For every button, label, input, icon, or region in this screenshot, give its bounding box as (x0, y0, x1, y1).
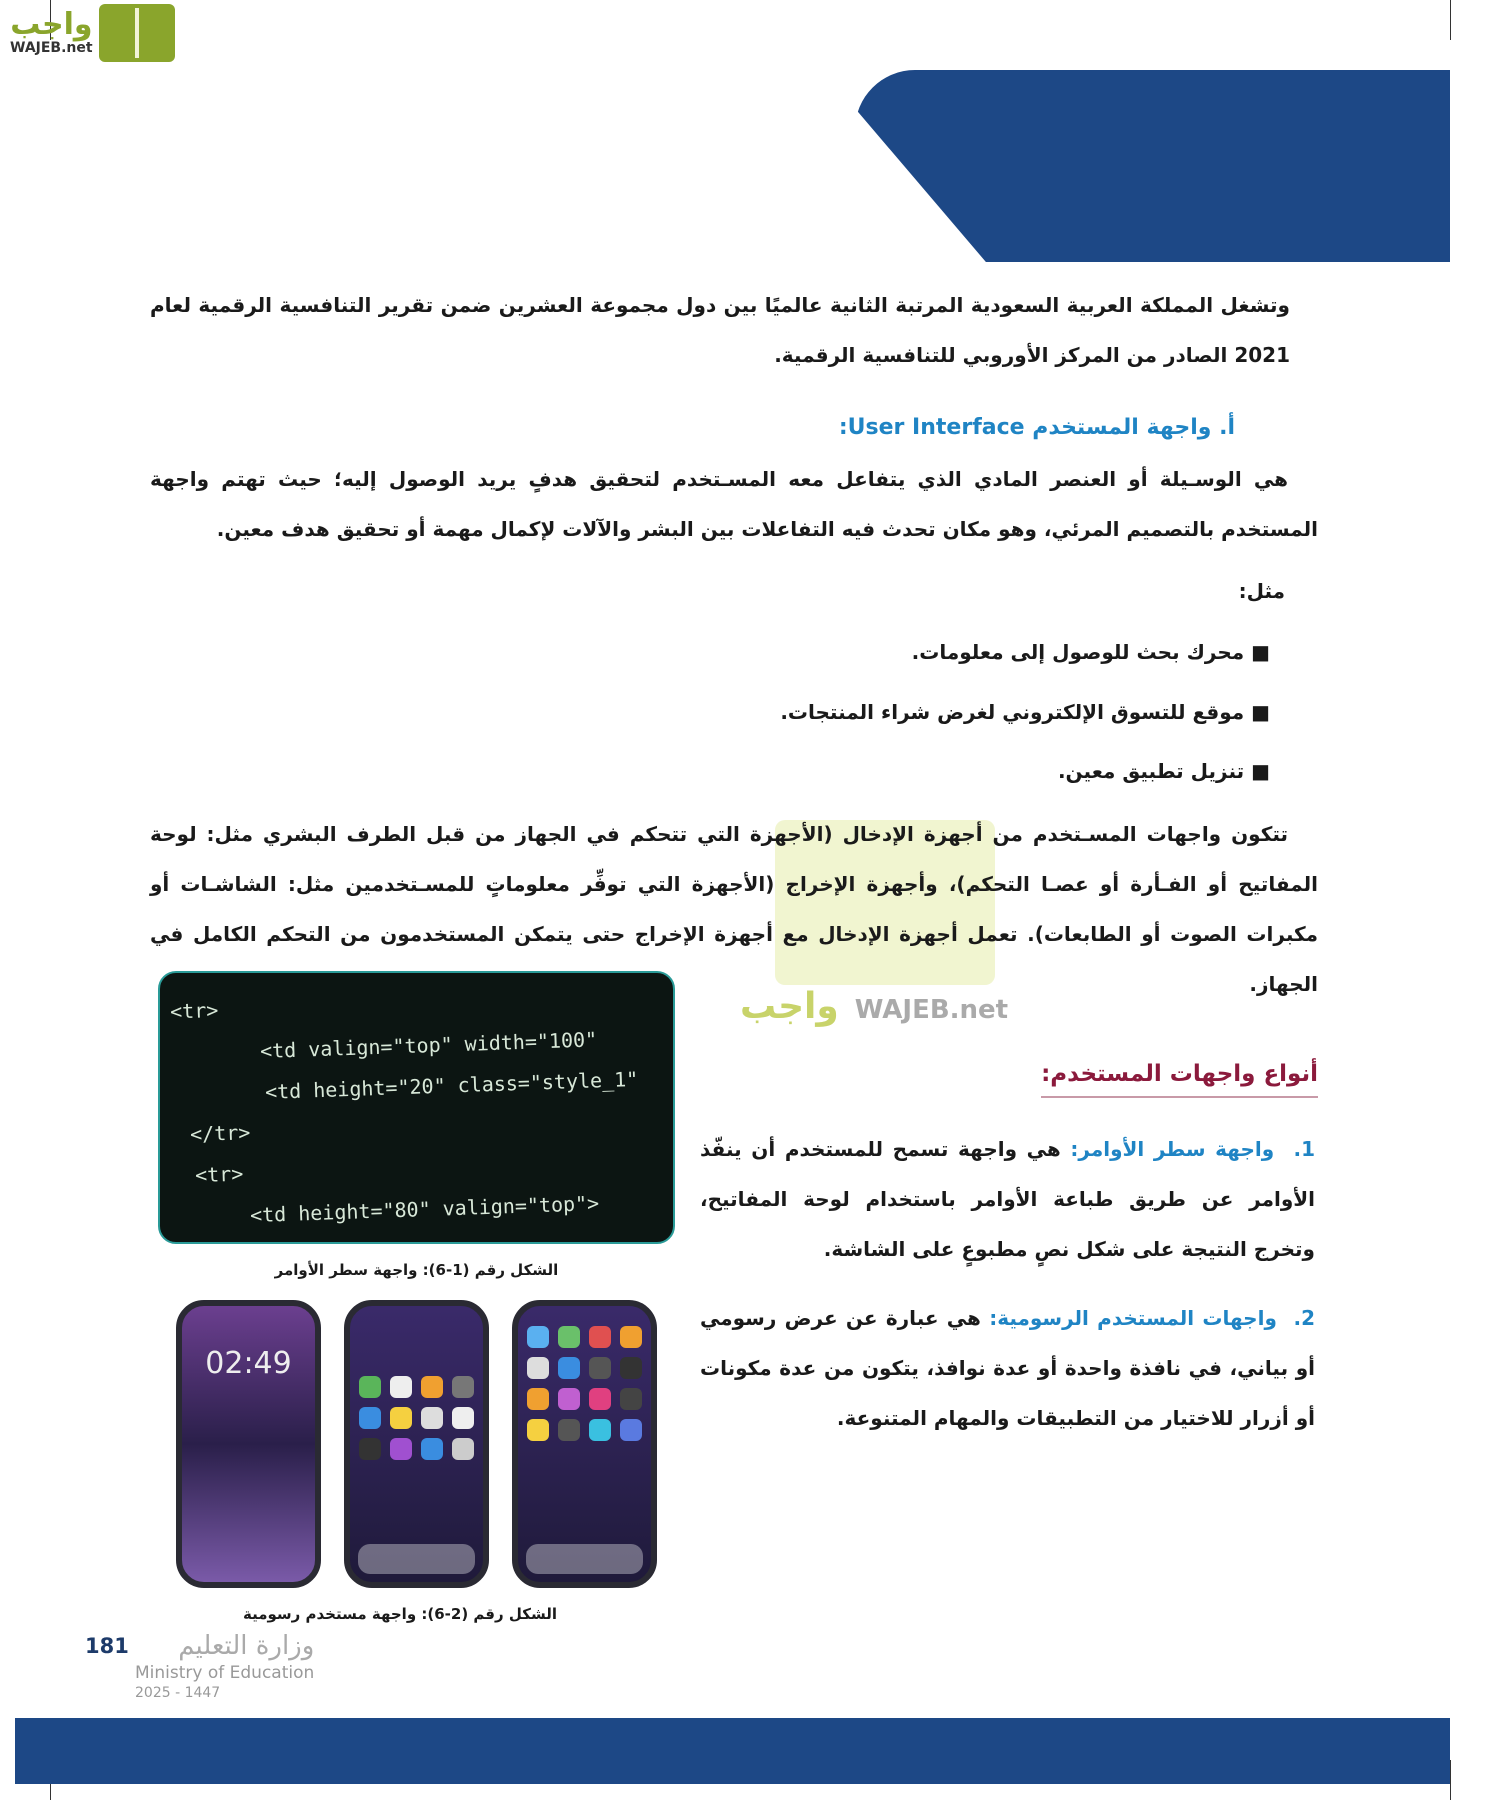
types-heading: أنواع واجهات المستخدم: (1041, 1052, 1318, 1098)
section-a-heading: أ. واجهة المستخدم User Interface: (838, 415, 1235, 440)
footer-bar (15, 1718, 1450, 1784)
logo-arabic: واجب (10, 7, 93, 42)
wajeb-logo[interactable] (10, 4, 175, 62)
phone-home-screen (344, 1300, 489, 1588)
ministry-english: Ministry of Education (135, 1663, 315, 1683)
type-item-2: 2. واجهات المستخدم الرسومية: هي عبارة عن عرض رسومي أو بياني، في نافذة واحدة أو عدة نوافذ، يتكون من عدة مكونات أو أزرار للاختيار من التطبيقات والمهام المتنوعة. (700, 1306, 1315, 1430)
section-a-body: هي الوسـيلة أو العنصر المادي الذي يتفاعل معه المسـتخدم لتحقيق هدفٍ يريد الوصول إليه؛ حيث تهتم واجهة المستخدم بالتصميم المرئي، وهو مكان تحدث فيه التفاعلات بين البشر والآلات لإكمال مهمة أو تحقيق هدف معين. (150, 467, 1318, 541)
logo-latin: WAJEB.net (10, 40, 93, 56)
code-line: <tr> (169, 997, 219, 1024)
command-line-image (158, 971, 675, 1244)
header-banner (855, 70, 1450, 262)
lock-time: 02:49 (205, 1346, 292, 1381)
devices-paragraph: تتكون واجهات المسـتخدم من أجهزة الإدخال (الأجهزة التي تتحكم في الجهاز من قبل الطرف البشري مثل: لوحة المفاتيح أو الفـأرة أو عصـا التحكم)، وأجهزة الإخراج (الأجهزة التي توفِّر معلوماتٍ للمسـتخدمين مثل: الشاشـات أو مكبرات الصوت أو الطابعات). تعمل أجهزة الإدخال مع أجهزة الإخراج حتى يتمكن المستخدمون من التحكم الكامل في الجهاز. (150, 822, 1318, 996)
book-icon (99, 4, 175, 62)
intro-paragraph: وتشغل المملكة العربية السعودية المرتبة الثانية عالميًا بين دول مجموعة العشرين ضمن تقرير التنافسية الرقمية لعام 2021 الصادر من المركز الأوروبي للتنافسية الرقمية. (150, 293, 1290, 367)
code-line: <td valign="top" width="100" (259, 1027, 598, 1064)
code-line: <tr> (194, 1161, 244, 1188)
code-line: <td height="20" class="style_1" (264, 1066, 639, 1104)
example-item: ■ تنزيل تطبيق معين. (1057, 759, 1270, 783)
page-number: 181 (85, 1634, 129, 1658)
watermark-latin: WAJEB.net (854, 995, 1009, 1025)
ministry-arabic: وزارة التعليم (178, 1631, 315, 1661)
crop-mark (1450, 0, 1451, 40)
figure2-caption: الشكل رقم (2-6): واجهة مستخدم رسومية (242, 1605, 558, 1623)
phone-app-screen (512, 1300, 657, 1588)
examples-label: مثل: (1238, 579, 1285, 603)
ministry-year: 2025 - 1447 (135, 1685, 221, 1701)
ministry-logo (135, 1630, 314, 1702)
code-line: <td height="80" valign="top"> (249, 1191, 600, 1228)
example-item: ■ موقع للتسوق الإلكتروني لغرض شراء المنتجات. (780, 700, 1270, 724)
crop-mark (1450, 1760, 1451, 1800)
code-line: </tr> (189, 1120, 251, 1147)
figure1-caption: الشكل رقم (1-6): واجهة سطر الأوامر (274, 1261, 559, 1279)
phone-lock-screen (176, 1300, 321, 1588)
watermark-arabic: واجب (740, 986, 839, 1027)
example-item: ■ محرك بحث للوصول إلى معلومات. (911, 640, 1270, 664)
type-item-1: 1. واجهة سطر الأوامر: هي واجهة تسمح للمستخدم أن ينفّذ الأوامر عن طريق طباعة الأوامر باستخدام لوحة المفاتيح، وتخرج النتيجة على شكل نصٍ مطبوعٍ على الشاشة. (700, 1137, 1315, 1261)
